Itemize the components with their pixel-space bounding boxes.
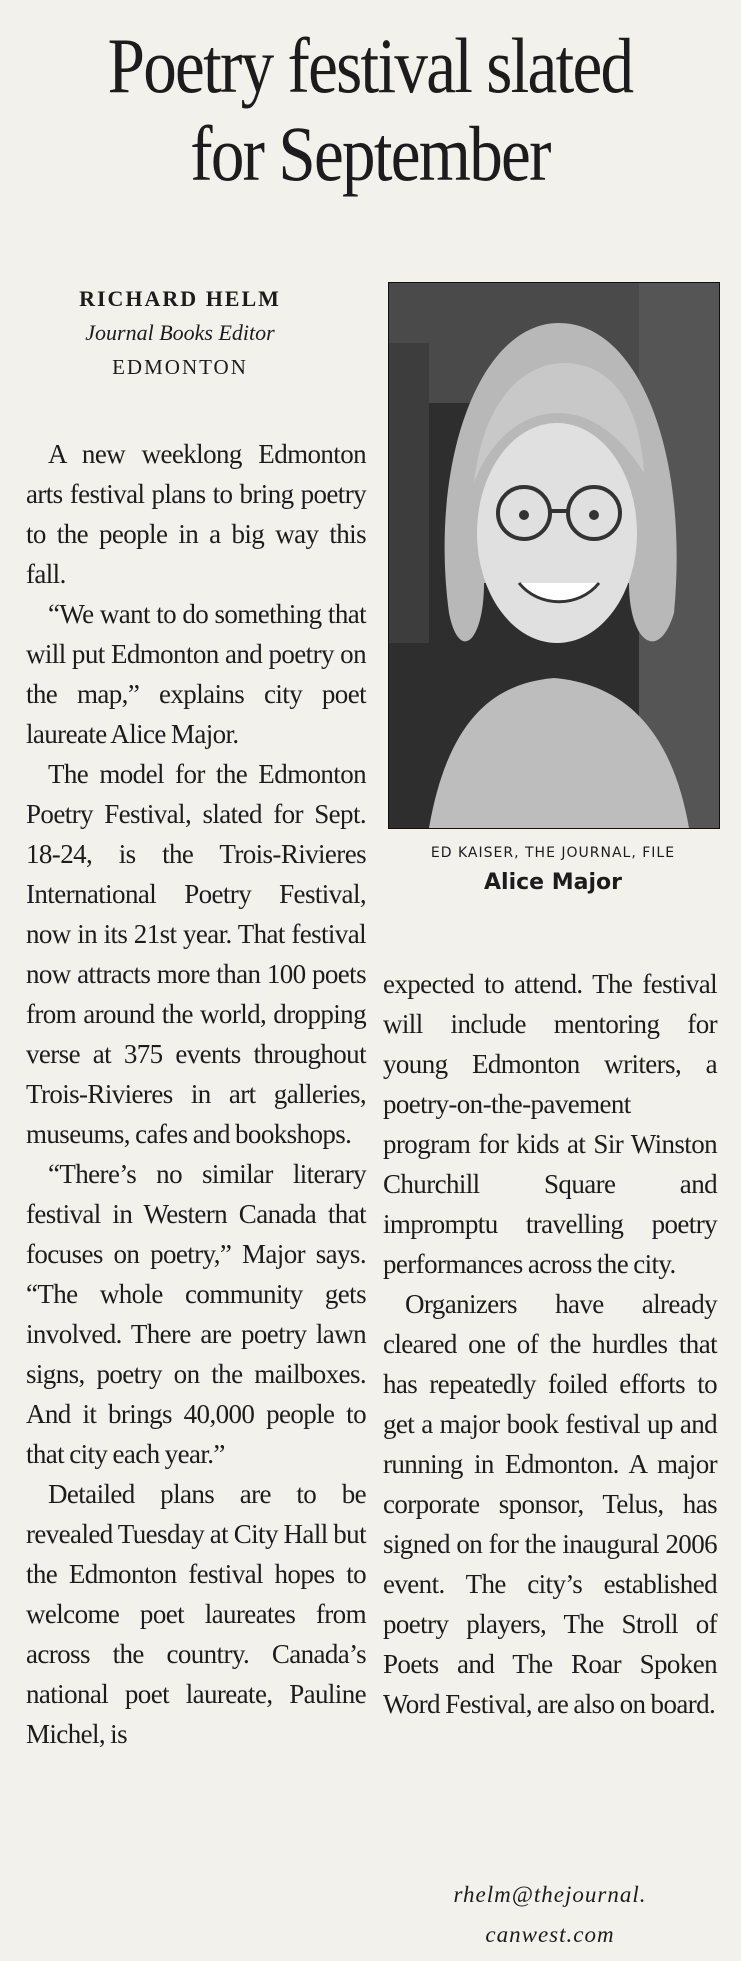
byline-author: RICHARD HELM <box>79 286 281 311</box>
portrait-image <box>389 283 719 828</box>
paragraph: “We want to do something that will put Edmonton and poetry on the map,” explains city poet laureate Alice Major. <box>26 599 366 749</box>
column-2 <box>383 964 717 1724</box>
paragraph-continued: expected to attend. The festival will include mentoring for young Edmonton writers, a poetry-on-the-pavement program for kids at Sir Winston Churchill Square and impromptu travelling poetry performances across the city. <box>383 969 717 1279</box>
headline-line-1: Poetry festival slated <box>107 22 633 109</box>
column-1 <box>26 434 366 1754</box>
portrait-photo <box>388 282 720 829</box>
email-line-2: canwest.com <box>485 1922 615 1947</box>
paragraph: The model for the Edmonton Poetry Festival, slated for Sept. 18-24, is the Trois-Rivieres International Poetry Festival, now in its 21st year. That festival now attracts more than 100 poets from around the world, dropping verse at 375 events throughout Trois-Rivieres in art galleries, museums, cafes and bookshops. <box>26 759 366 1149</box>
paragraph: Detailed plans are to be revealed Tuesday at City Hall but the Edmonton festival hopes to welcome poet laureates from across the country. Canada’s national poet laureate, Pauline Michel, is <box>26 1479 366 1749</box>
paragraph: Organizers have already cleared one of the hurdles that has repeatedly foiled efforts to get a major book festival up and running in Edmonton. A major corporate sponsor, Telus, has signed on for the inaugural 2006 event. The city’s established poetry players, The Stroll of Poets and The Roar Spoken Word Festival, are also on board. <box>383 1289 717 1719</box>
photo-caption: Alice Major <box>484 870 622 895</box>
byline-role: Journal Books Editor <box>85 320 275 345</box>
photo-credit: ED KAISER, THE JOURNAL, FILE <box>430 845 676 861</box>
paragraph: “There’s no similar literary festival in Western Canada that focuses on poetry,” Major says. “The whole community gets involved. There are poetry lawn signs, poetry on the mailboxes. And it brings 40,000 people to that city each year.” <box>26 1159 366 1469</box>
headline-line-2: for September <box>190 110 550 197</box>
byline <box>30 282 330 384</box>
byline-location: EDMONTON <box>112 355 248 379</box>
email-line-1: rhelm@thejournal. <box>453 1882 647 1907</box>
headline <box>69 22 671 198</box>
paragraph: A new weeklong Edmonton arts festival plans to bring poetry to the people in a big way this fall. <box>26 439 366 589</box>
author-email <box>383 1875 717 1955</box>
